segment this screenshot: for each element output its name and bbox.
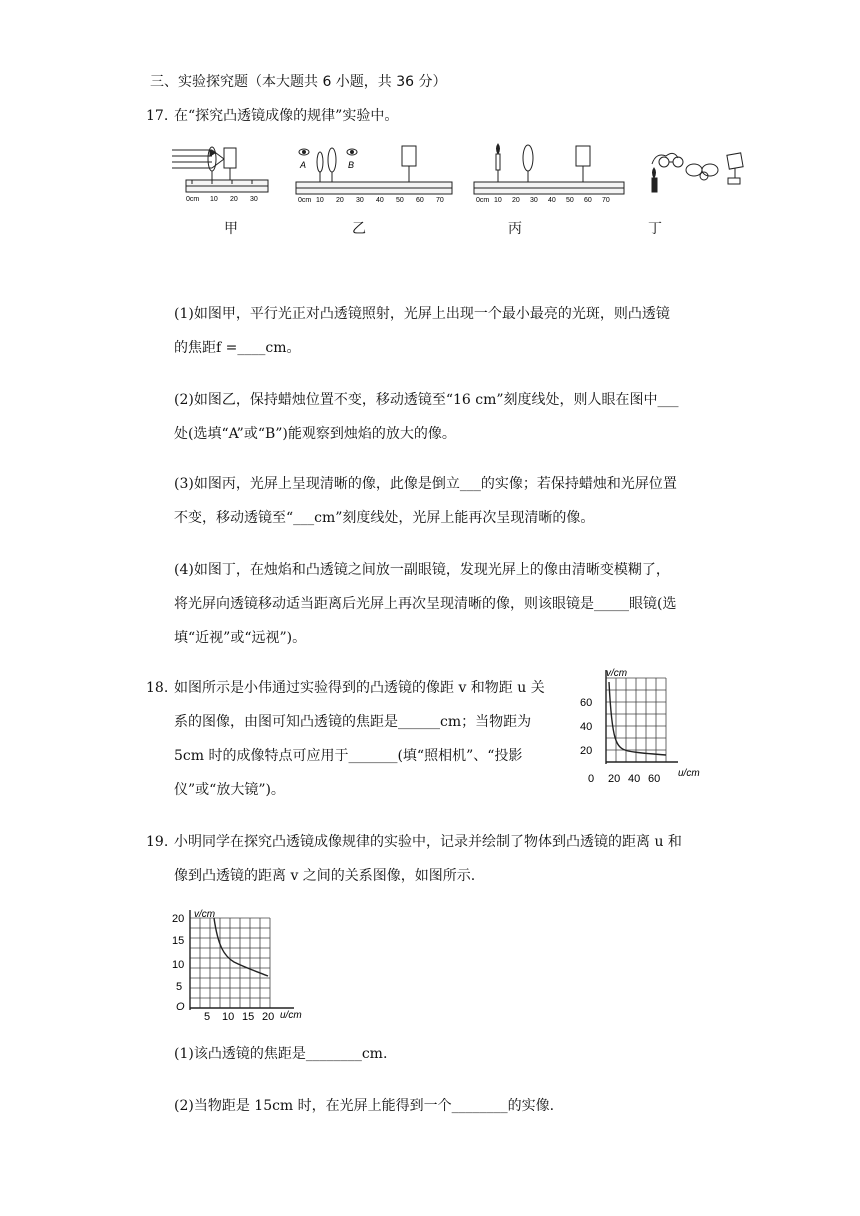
y-tick: 20 [172,913,185,925]
q17-part1-line1: (1)如图甲，平行光正对凸透镜照射，光屏上出现一个最小最亮的光斑，则凸透镜 [174,306,670,322]
ruler-tick: 60 [584,197,592,204]
q18-line2: 系的图像，由图可知凸透镜的焦距是______cm；当物距为 [174,714,532,730]
ruler-tick: 70 [436,197,444,204]
ruler-tick: 30 [250,196,258,203]
q17-part4-line1: (4)如图丁，在烛焰和凸透镜之间放一副眼镜，发现光屏上的像由清晰变模糊了， [174,562,670,578]
x-tick: 60 [648,773,661,785]
question-number: 17. [146,108,169,124]
q17-part4-line2: 将光屏向透镜移动适当距离后光屏上再次呈现清晰的像，则该眼镜是_____眼镜(选 [174,596,677,612]
x-tick: 40 [628,773,641,785]
y-tick: 60 [580,697,593,709]
q17-part3-line2: 不变，移动透镜至“___cm”刻度线处，光屏上能再次呈现清晰的像。 [174,510,595,526]
ruler-tick: 40 [548,197,556,204]
figure-label: 丁 [648,221,662,237]
q17-part4-line3: 填“近视”或“远视”)。 [174,630,307,646]
y-axis-label: v/cm [194,909,216,920]
x-tick: 5 [204,1011,211,1023]
y-tick: 15 [172,935,185,947]
q18-graph [576,664,712,788]
ruler-tick: 0cm [476,197,490,204]
y-tick: 20 [580,745,593,757]
figure-jia [172,140,272,208]
x-axis-label: u/cm [280,1010,302,1021]
x-axis-label: u/cm [678,768,700,779]
figure-label: 丙 [508,221,522,237]
q18-line4: 仪”或“放大镜”)。 [174,782,285,798]
ruler-tick: 60 [416,197,424,204]
question-number: 18. [146,680,169,696]
y-tick: 10 [172,959,185,971]
ruler-tick: 50 [566,197,574,204]
q19-line1: 小明同学在探究凸透镜成像规律的实验中，记录并绘制了物体到凸透镜的距离 u 和 [174,834,682,850]
ruler-tick: 50 [396,197,404,204]
x-tick: 10 [222,1011,235,1023]
figure-yi [290,140,460,208]
ruler-tick: 0cm [186,196,200,203]
ruler-tick: 10 [316,197,324,204]
x-tick: 0 [588,773,595,785]
point-a-label: A [300,160,307,170]
origin-label: O [176,1001,185,1013]
figure-label: 乙 [352,221,366,237]
x-tick: 15 [242,1011,255,1023]
y-tick: 5 [176,981,183,993]
q19-line2: 像到凸透镜的距离 v 之间的关系图像，如图所示. [174,868,476,884]
q17-part2-line2: 处(选填“A”或“B”)能观察到烛焰的放大的像。 [174,426,456,442]
question-number: 19. [146,834,169,850]
ruler-tick: 20 [336,197,344,204]
ruler-tick: 30 [356,197,364,204]
q17-part1-line2: 的焦距f =____cm。 [174,340,301,356]
x-tick: 20 [608,773,621,785]
ruler-tick: 70 [602,197,610,204]
point-b-label: B [348,160,355,170]
q19-part1: (1)该凸透镜的焦距是________cm. [174,1046,388,1062]
q18-line3: 5cm 时的成像特点可应用于_______(填“照相机”、“投影 [174,748,523,764]
ruler-tick: 40 [376,197,384,204]
y-tick: 40 [580,721,593,733]
ruler-tick: 10 [210,196,218,203]
q19-graph [170,906,318,1024]
ruler-tick: 20 [230,196,238,203]
q17-part2-line1: (2)如图乙，保持蜡烛位置不变，移动透镜至“16 cm”刻度线处，则人眼在图中___ [174,392,679,408]
section-title: 三、实验探究题（本大题共 6 小题，共 36 分） [150,74,447,90]
q17-part3-line1: (3)如图丙，光屏上呈现清晰的像，此像是倒立___的实像；若保持蜡烛和光屏位置 [174,476,677,492]
ruler-tick: 30 [530,197,538,204]
ruler-tick: 20 [512,197,520,204]
figure-label: 甲 [224,221,238,237]
ruler-tick: 0cm [298,197,312,204]
figure-ding [644,148,754,198]
figure-bing [470,140,630,208]
ruler-tick: 10 [494,197,502,204]
question-stem: 在“探究凸透镜成像的规律”实验中。 [174,108,399,124]
q19-part2: (2)当物距是 15cm 时，在光屏上能得到一个________的实像. [174,1098,555,1114]
y-axis-label: v/cm [606,668,628,679]
q18-line1: 如图所示是小伟通过实验得到的凸透镜的像距 v 和物距 u 关 [174,680,545,696]
x-tick: 20 [262,1011,275,1023]
